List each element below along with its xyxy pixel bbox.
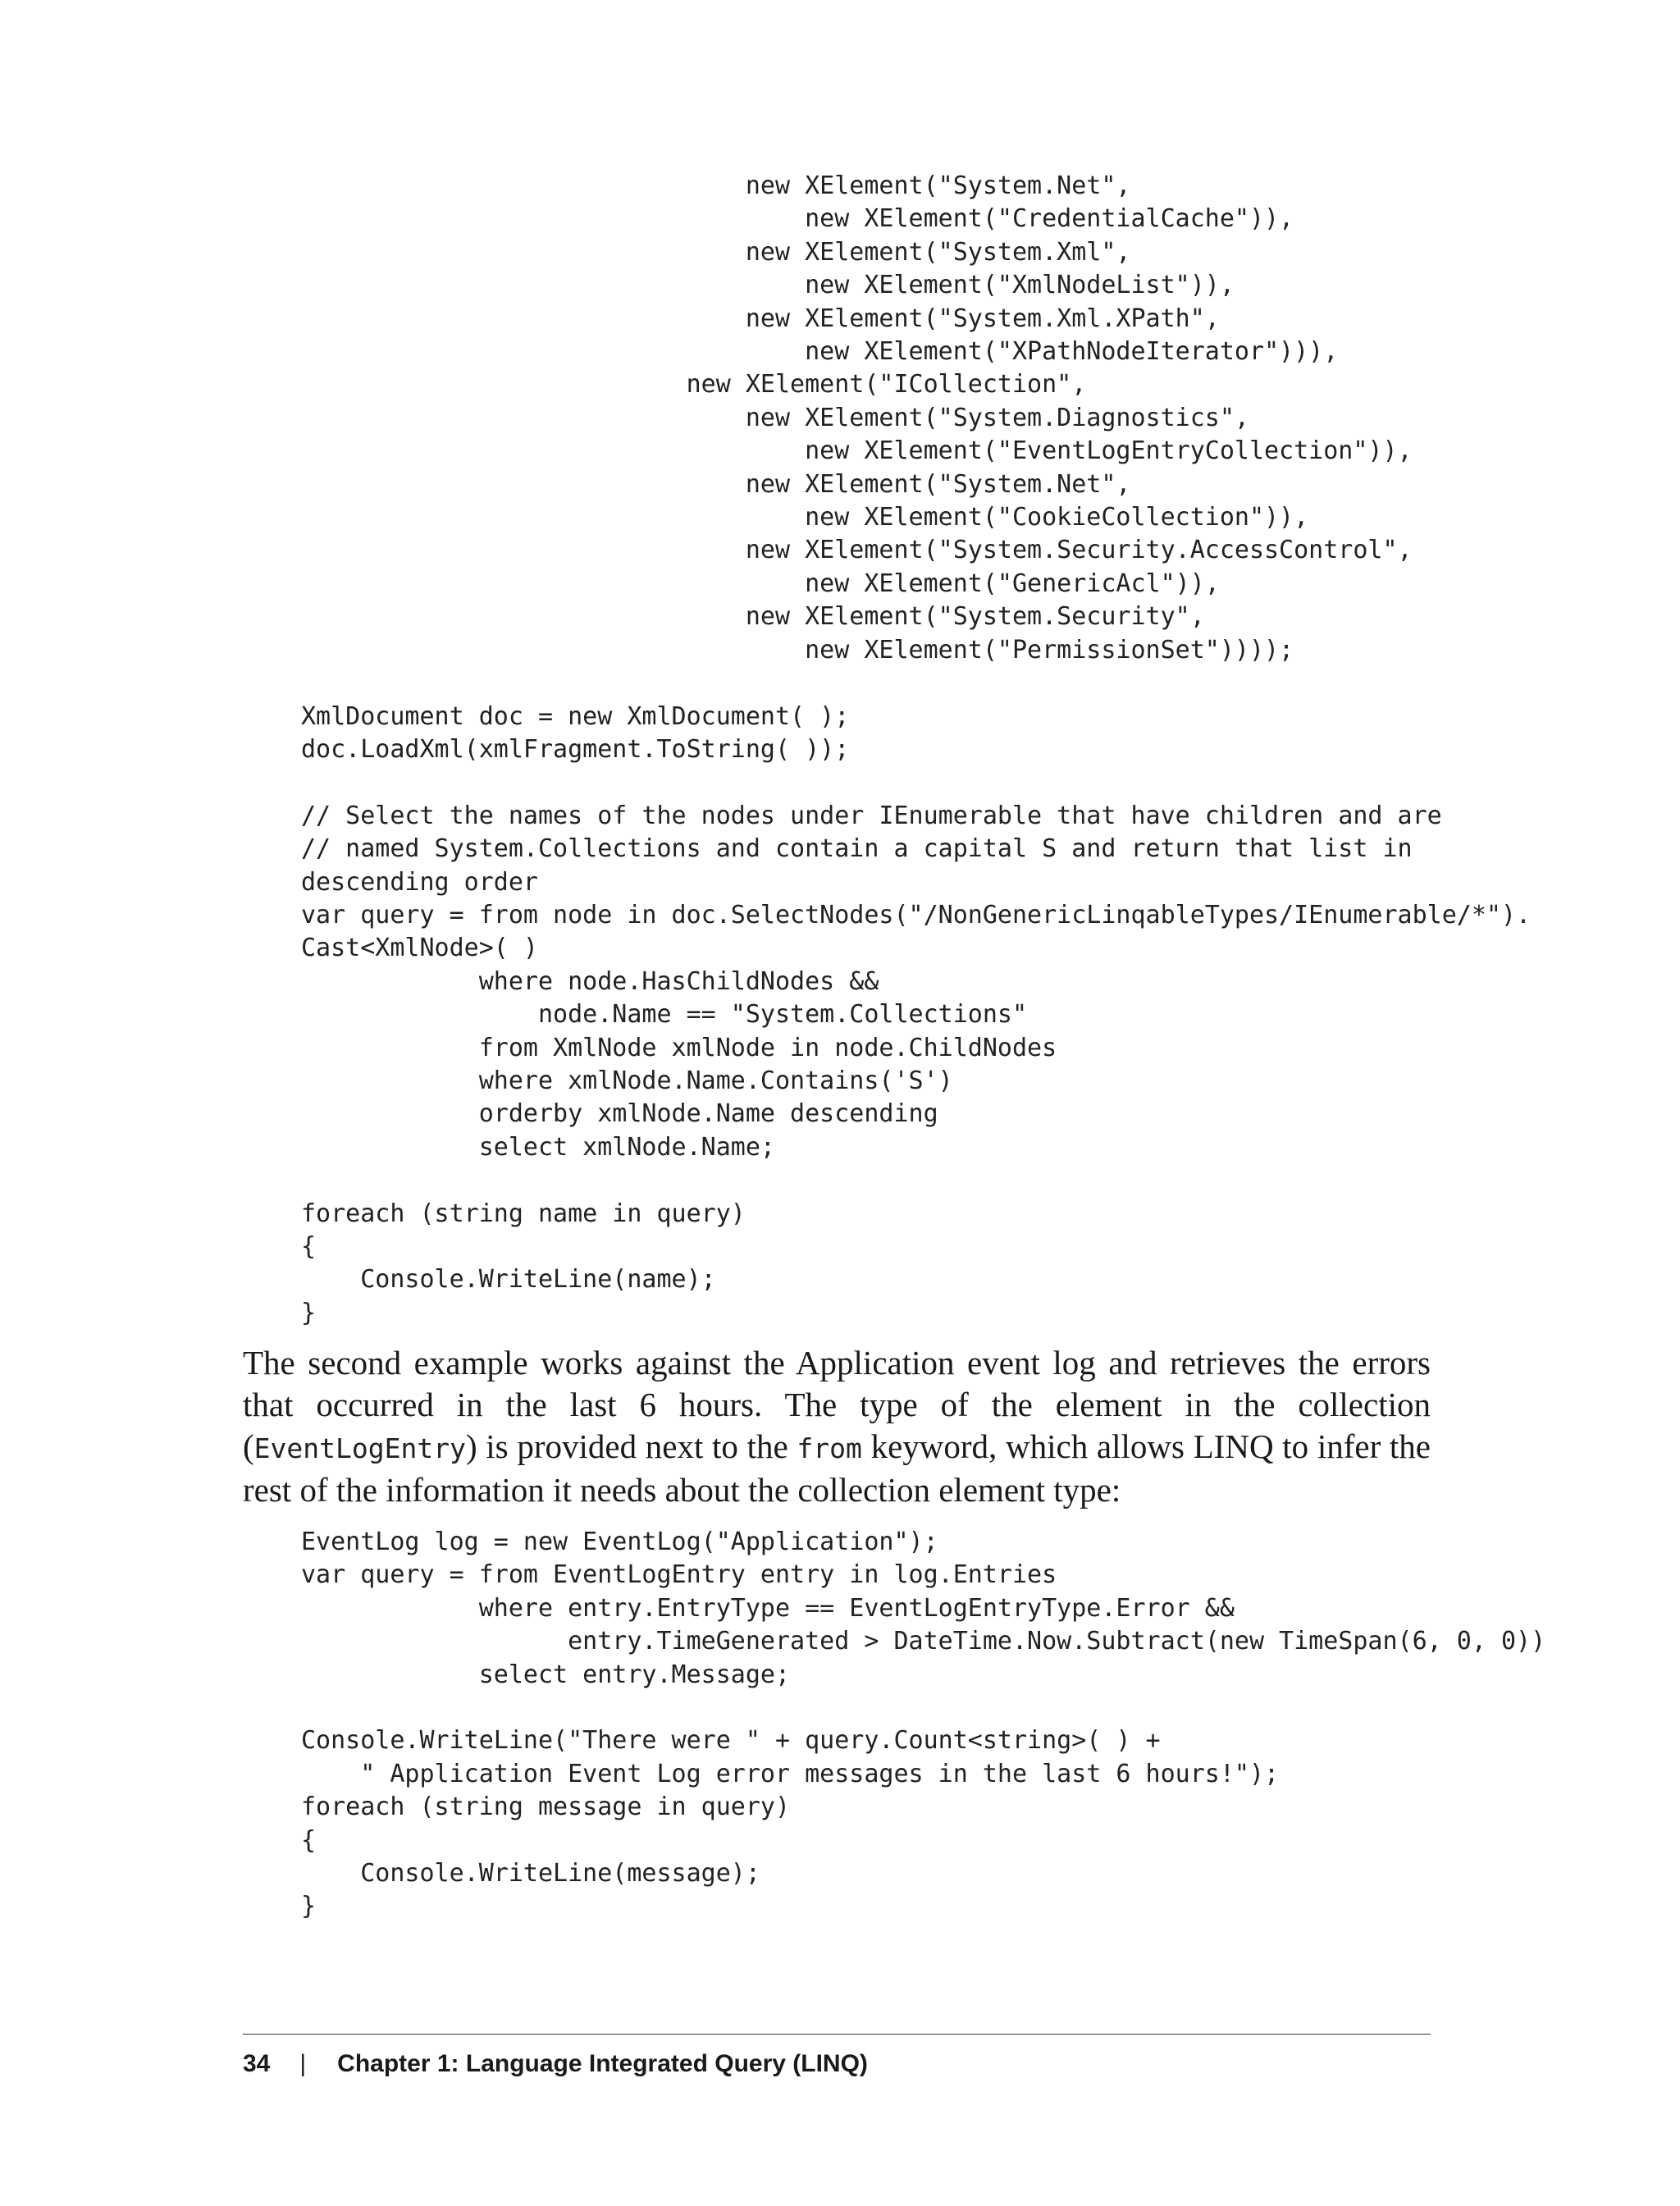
footer-separator: | — [299, 2050, 307, 2077]
inline-code-eventlogentry: EventLogEntry — [253, 1432, 466, 1464]
paragraph-text-1: The second example works against the Application event log and retrieves the errors that occurred in the last 6 hours. The type of the element in the collection ( — [243, 1344, 1431, 1465]
code-block-xelement-query: new XElement("System.Net", new XElement("CredentialCache")), new XElement("System.Xml", new XElement("XmlNodeList")), new XElement("System.Xml.XPath", new XElement("XPathNodeIterator"))), new XElement("ICollection", new XElement("System.Diagnostics", new XElement("EventLogEntryCollection")), new XElement("System.Net", new XElement("CookieCollection")), new XElement("System.Security.AccessControl", new XElement("GenericAcl")), new XElement("System.Security", new XElement("PermissionSet")))); XmlDocument doc = new XmlDocument( ); doc.LoadXml(xmlFragment.ToString( )); // Select the names of the nodes under IEnumerable that have children and are // named System.Collections and contain a capital S and return that list in descending order var query = from node in doc.SelectNodes("/NonGenericLinqableTypes/IEnumerable/*"). Cast<XmlNode>( ) where node.HasChildNodes && node.Name == "System.Collections" from XmlNode xmlNode in node.ChildNodes where xmlNode.Name.Contains('S') orderby xmlNode.Name descending select xmlNode.Name; foreach (string name in query) { Console.WriteLine(name); } — [301, 171, 1532, 1327]
code-block-eventlog-query: EventLog log = new EventLog("Application"); var query = from EventLogEntry entry in log.Entries where entry.EntryType == EventLogEntryType.Error && entry.TimeGenerated > DateTime.Now.Subtract(new TimeSpan(6, 0, 0)) select entry.Message; Console.WriteLine("There were " + query.Count<string>( ) + " Application Event Log error messages in the last 6 hours!"); foreach (string message in query) { Console.WriteLine(message); } — [301, 1528, 1546, 1921]
footer-divider — [243, 2034, 1431, 2035]
paragraph-text-2: ) is provided next to the — [465, 1427, 797, 1465]
inline-code-from: from — [797, 1432, 862, 1464]
page-number: 34 — [243, 2050, 271, 2077]
page-footer — [243, 2048, 868, 2080]
chapter-title: Chapter 1: Language Integrated Query (LINQ) — [337, 2050, 868, 2077]
body-paragraph — [243, 1342, 1431, 1511]
paragraph-text-3: keyword, which allows LINQ to infer the rest of the information it needs about the collection element type: — [243, 1427, 1431, 1509]
